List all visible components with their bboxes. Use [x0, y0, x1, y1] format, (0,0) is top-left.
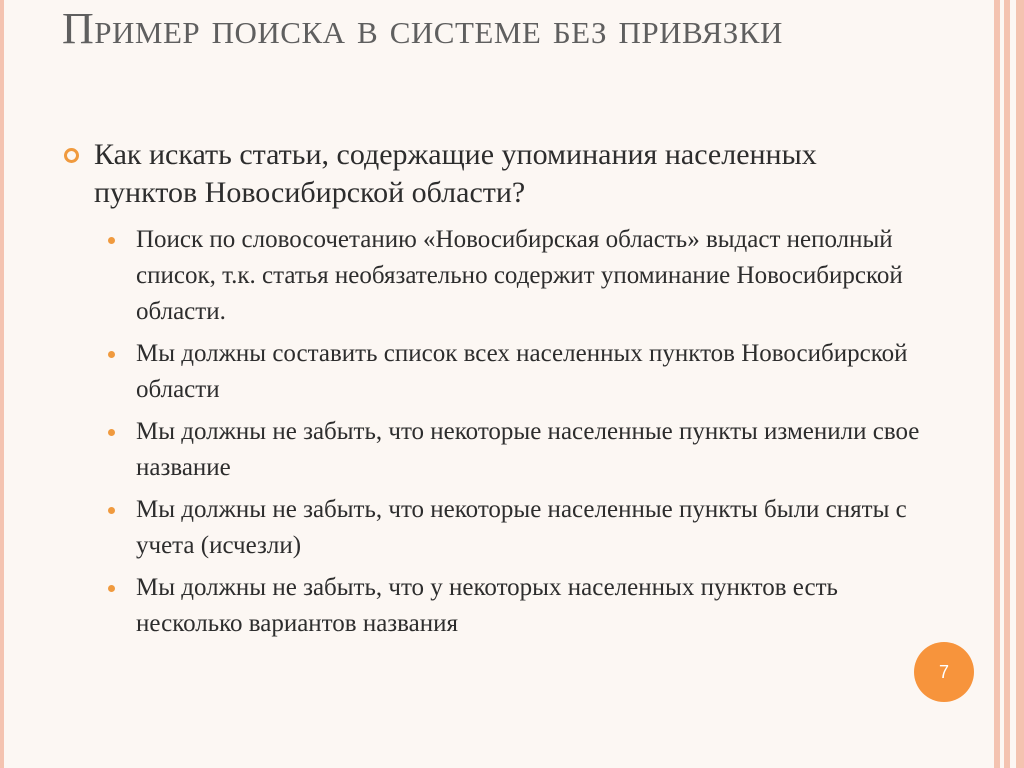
sub-bullet-text: Мы должны не забыть, что некоторые населенные пункты изменили свое название	[136, 418, 920, 481]
sub-bullet-list	[64, 222, 924, 642]
right-decor-stripe-3	[1016, 0, 1024, 768]
sub-bullet-item	[136, 414, 924, 486]
sub-bullet-text: Мы должны не забыть, что у некоторых населенных пунктов есть несколько вариантов названия	[136, 574, 838, 637]
sub-bullet-item	[136, 222, 924, 330]
main-bullet-text: Как искать статьи, содержащие упоминания населенных пунктов Новосибирской области?	[94, 138, 817, 209]
left-decor-stripe	[0, 0, 4, 768]
right-decor-stripe-1	[994, 0, 1000, 768]
sub-bullet-text: Мы должны не забыть, что некоторые населенные пункты были сняты с учета (исчезли)	[136, 496, 907, 559]
ring-bullet-icon	[64, 148, 79, 163]
sub-bullet-text: Мы должны составить список всех населенных пунктов Новосибирской области	[136, 340, 908, 403]
page-number-badge: 7	[914, 642, 974, 702]
sub-bullet-text: Поиск по словосочетанию «Новосибирская область» выдаст неполный список, т.к. статья необязательно содержит упоминание Новосибирской области.	[136, 226, 903, 325]
dot-bullet-icon	[108, 237, 115, 244]
slide-title: Пример поиска в системе без привязки	[62, 4, 783, 53]
dot-bullet-icon	[108, 507, 115, 514]
dot-bullet-icon	[108, 585, 115, 592]
dot-bullet-icon	[108, 351, 115, 358]
dot-bullet-icon	[108, 429, 115, 436]
main-bullet-point	[64, 136, 924, 212]
sub-bullet-item	[136, 570, 924, 642]
right-decor-stripe-2	[1004, 0, 1010, 768]
slide-content	[64, 136, 924, 648]
sub-bullet-item	[136, 492, 924, 564]
sub-bullet-item	[136, 336, 924, 408]
